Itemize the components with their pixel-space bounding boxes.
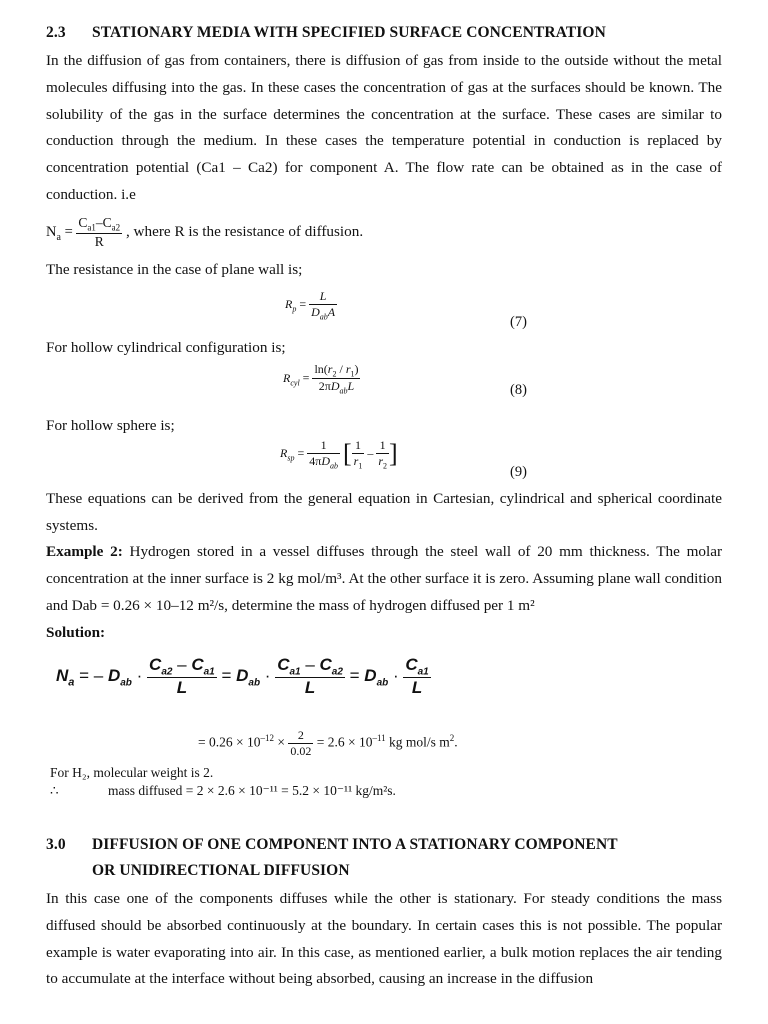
section-heading-3 <box>46 836 618 854</box>
flux-equation: $N_a$ = $\frac{C_{a1}-C_{a2}}{R}$ , where R is the resistance of diffusion. <box>46 215 364 249</box>
intro-paragraph: In the diffusion of gas from containers, there is diffusion of gas from inside to the outside without the metal molecules diffusing into the gas. In these cases the concentration of gas at the surfaces should be known. The solubility of the gas in the surface determines the concentration at the surface. These cases are similar to conduction through the medium. In these cases the temperature potential in conduction is replaced by concentration potential (Ca1 – Ca2) for component A. The flow rate can be obtained as in the case of conduction. i.e <box>46 52 722 203</box>
equation-plane-wall: $R_p$ = $\frac{L}{D_{ab}A}$ <box>285 289 336 322</box>
equation-number-8: (8) <box>510 382 527 398</box>
section-heading <box>46 24 606 42</box>
numeric-result: = $0.26 \times 10^{-12}$ × $\frac{2}{0.02}$ = $2.6 \times 10^{-11}$ kg mol/s $m^2$. <box>198 728 458 758</box>
therefore-symbol: ∴ <box>50 783 59 798</box>
flux-equation-suffix: , where R is the resistance of diffusion. <box>125 222 364 240</box>
equation-cylinder: $R_{cyl}$ = $\frac{\ln(r_2 / r_1)}{2\pi D_{ab}L}$ <box>283 362 359 396</box>
example-label: Example 2: <box>46 543 123 560</box>
plane-wall-text: The resistance in the case of plane wall is; <box>46 261 303 278</box>
equation-number-7: (7) <box>510 314 527 330</box>
equation-number-9: (9) <box>510 464 527 480</box>
section-number-3: 3.0 <box>46 836 66 853</box>
example-text: Hydrogen stored in a vessel diffuses through the steel wall of 20 mm thickness. The molar concentration at the inner surface is 2 kg mol/m³. At the other surface it is zero. Assuming plane wall condition and Dab = 0.26 × 10–12 m²/s, determine the mass of hydrogen diffused per 1 m² <box>46 543 722 614</box>
mass-diffused-line: mass diffused = 2 × 2.6 × 10⁻¹¹ = 5.2 × 10⁻¹¹ kg/m²s. <box>108 783 396 798</box>
cylinder-text: For hollow cylindrical configuration is; <box>46 339 286 356</box>
section-title: STATIONARY MEDIA WITH SPECIFIED SURFACE CONCENTRATION <box>92 24 606 41</box>
example-paragraph <box>46 539 722 619</box>
section-title-3-line2: OR UNIDIRECTIONAL DIFFUSION <box>92 862 350 879</box>
solution-label: Solution: <box>46 624 106 641</box>
section-title-3-line1: DIFFUSION OF ONE COMPONENT INTO A STATIONARY COMPONENT <box>92 836 618 853</box>
derivation-paragraph: These equations can be derived from the general equation in Cartesian, cylindrical and spherical coordinate systems. <box>46 490 722 534</box>
equation-sphere: $R_{sp}$ = $\frac{1}{4\pi D_{ab}}$ [ $\frac{1}{r_1}$ – $\frac{1}{r_2}$ ] <box>280 438 398 471</box>
h2-weight-line: For H₂, molecular weight is 2. <box>50 765 214 780</box>
section-number: 2.3 <box>46 24 66 41</box>
solution-equation: $N_a$ = – $D_{ab}$ · $\frac{C_{a2} - C_{a1}}{L}$ = $D_{ab}$ · $\frac{C_{a1} - C_{a2}}{L}$ = $D_{ab}$ · $\frac{C_{a1}}{L}$ <box>56 655 429 698</box>
sphere-text: For hollow sphere is; <box>46 417 175 434</box>
section-3-paragraph: In this case one of the components diffuses while the other is stationary. For steady conditions the mass diffused should be absorbed continuously at the boundary. In certain cases this is not possible. The popular example is water evaporating into air. In this case, as mentioned earlier, a bulk motion replaces the air tending to accumulate at the interface without being absorbed, causing an increase in the diffusion <box>46 890 722 988</box>
